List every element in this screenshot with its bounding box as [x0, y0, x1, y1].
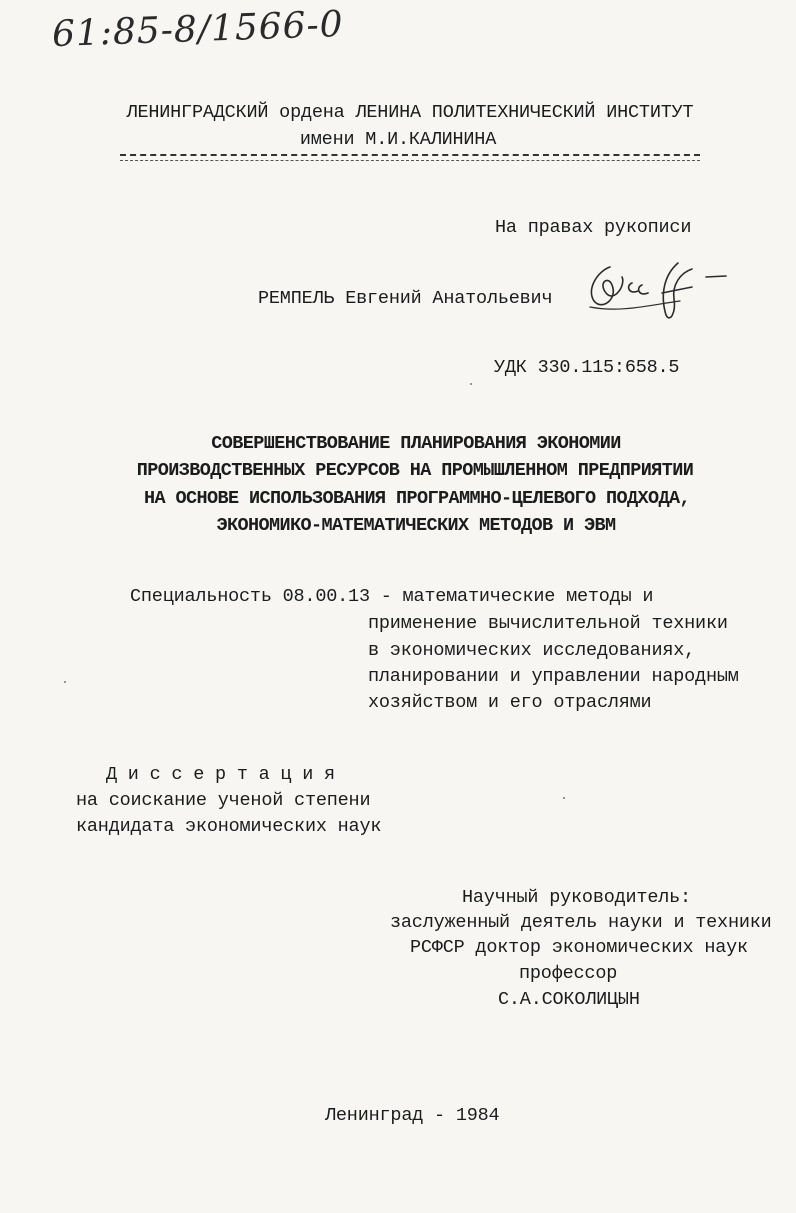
dissertation-field-line: кандидата экономических наук: [76, 816, 382, 837]
supervisor-name: С.А.СОКОЛИЦЫН: [498, 989, 640, 1010]
specialty-line-2: применение вычислительной техники: [368, 613, 728, 634]
header-divider: [120, 154, 700, 156]
supervisor-title-line-2: РСФСР доктор экономических наук: [410, 937, 748, 958]
institute-name-line1: ЛЕНИНГРАДСКИЙ ордена ЛЕНИНА ПОЛИТЕХНИЧЕСКИЙ ИНСТИТУТ: [126, 102, 694, 123]
paper-speck: [64, 681, 66, 683]
archive-number-handwritten: 61:85-8/1566-0: [51, 3, 345, 56]
specialty-line-5: хозяйством и его отраслями: [368, 692, 652, 713]
specialty-line-3: в экономических исследованиях,: [368, 640, 696, 661]
author-name: РЕМПЕЛЬ Евгений Анатольевич: [258, 288, 553, 309]
title-line-3: НА ОСНОВЕ ИСПОЛЬЗОВАНИЯ ПРОГРАММНО-ЦЕЛЕВОГО ПОДХОДА,: [143, 488, 691, 509]
manuscript-rights-label: На правах рукописи: [495, 217, 692, 238]
supervisor-heading: Научный руководитель:: [462, 887, 691, 908]
supervisor-title-line-1: заслуженный деятель науки и техники: [390, 912, 772, 933]
specialty-line-1: Специальность 08.00.13 - математические методы и: [130, 586, 654, 607]
dissertation-degree-line: на соискание ученой степени: [76, 790, 371, 811]
supervisor-rank: профессор: [519, 963, 618, 984]
udc-code: УДК 330.115:658.5: [494, 357, 680, 378]
header-divider-second: [120, 160, 700, 161]
author-signature: [580, 255, 750, 325]
title-line-4: ЭКОНОМИКО-МАТЕМАТИЧЕСКИХ МЕТОДОВ И ЭВМ: [216, 515, 616, 536]
institute-name-line2: имени М.И.КАЛИНИНА: [299, 129, 497, 150]
title-line-2: ПРОИЗВОДСТВЕННЫХ РЕСУРСОВ НА ПРОМЫШЛЕННОМ ПРЕДПРИЯТИИ: [136, 460, 694, 481]
paper-speck: [563, 797, 565, 799]
place-and-year: Ленинград - 1984: [325, 1105, 500, 1126]
specialty-line-4: планировании и управлении народным: [368, 666, 739, 687]
dissertation-heading: Д и с с е р т а ц и я: [106, 764, 335, 785]
title-line-1: СОВЕРШЕНСТВОВАНИЕ ПЛАНИРОВАНИЯ ЭКОНОМИИ: [211, 433, 621, 454]
paper-speck: [470, 383, 472, 385]
